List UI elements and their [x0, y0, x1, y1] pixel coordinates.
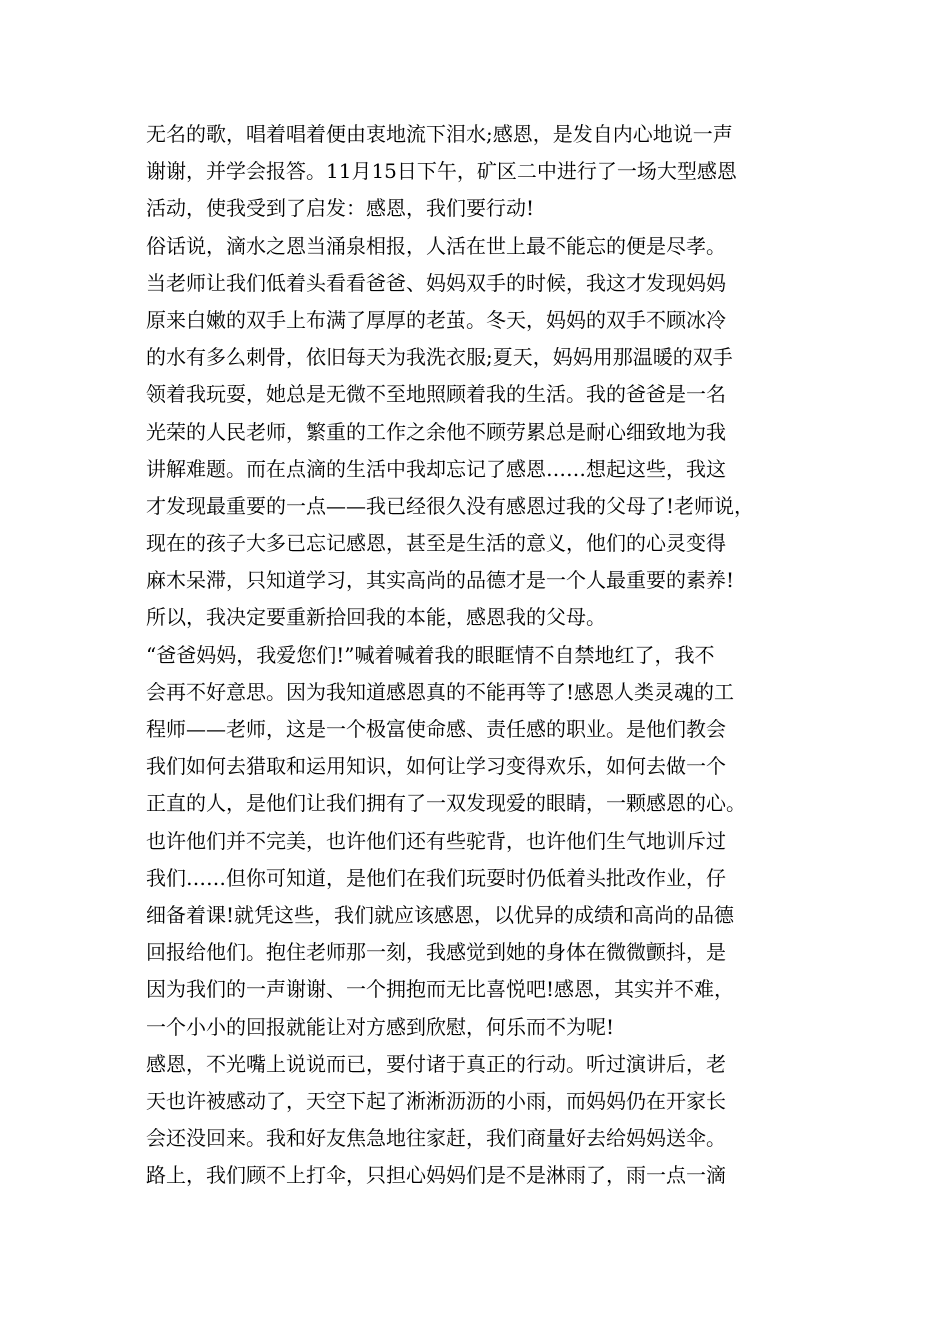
text-line: “爸爸妈妈，我爱您们!”喊着喊着我的眼眶情不自禁地红了，我不	[146, 642, 715, 667]
text-line: 感恩，不光嘴上说说而已，要付诸于真正的行动。听过演讲后，老	[146, 1051, 726, 1076]
text-line: 因为我们的一声谢谢、一个拥抱而无比喜悦吧!感恩，其实并不难，	[146, 977, 735, 1002]
text-line: 路上，我们顾不上打伞，只担心妈妈们是不是淋雨了，雨一点一滴	[146, 1163, 726, 1188]
text-line: 细备着课!就凭这些，我们就应该感恩，以优异的成绩和高尚的品德	[146, 902, 735, 927]
text-line: 无名的歌，唱着唱着便由衷地流下泪水;感恩，是发自内心地说一声	[146, 122, 733, 146]
document-page	[146, 116, 826, 1194]
text-line: 我们……但你可知道，是他们在我们玩耍时仍低着头批改作业，仔	[146, 865, 726, 890]
text-line: 回报给他们。抱住老师那一刻，我感觉到她的身体在微微颤抖，是	[146, 940, 726, 965]
text-line: 的水有多么刺骨，依旧每天为我洗衣服;夏天，妈妈用那温暖的双手	[146, 345, 733, 370]
text-line: 讲解难题。而在点滴的生活中我却忘记了感恩……想起这些，我这	[146, 456, 726, 481]
text-line: 正直的人，是他们让我们拥有了一双发现爱的眼睛，一颗感恩的心。	[146, 791, 746, 816]
text-line: 程师——老师，这是一个极富使命感、责任感的职业。是他们教会	[146, 717, 726, 741]
text-line: 会还没回来。我和好友焦急地往家赶，我们商量好去给妈妈送伞。	[146, 1126, 726, 1151]
text-line: 俗话说，滴水之恩当涌泉相报，人活在世上最不能忘的便是尽孝。	[146, 233, 726, 258]
text-line: 麻木呆滞，只知道学习，其实高尚的品德才是一个人最重要的素养!	[146, 568, 735, 593]
text-line: 也许他们并不完美，也许他们还有些驼背，也许他们生气地训斥过	[146, 828, 726, 853]
text-line: 光荣的人民老师，繁重的工作之余他不顾劳累总是耐心细致地为我	[146, 419, 726, 444]
text-line: 现在的孩子大多已忘记感恩，甚至是生活的意义，他们的心灵变得	[146, 531, 726, 556]
text-line: 领着我玩耍，她总是无微不至地照顾着我的生活。我的爸爸是一名	[146, 382, 726, 407]
text-line: 一个小小的回报就能让对方感到欣慰，何乐而不为呢!	[146, 1014, 615, 1039]
text-line: 活动，使我受到了启发：感恩，我们要行动!	[146, 196, 535, 221]
text-line: 才发现最重要的一点——我已经很久没有感恩过我的父母了!老师说，	[146, 493, 755, 518]
text-line: 所以，我决定要重新拾回我的本能，感恩我的父母。	[146, 605, 606, 630]
text-line: 原来白嫩的双手上布满了厚厚的老茧。冬天，妈妈的双手不顾冰冷	[146, 307, 726, 332]
text-line: 会再不好意思。因为我知道感恩真的不能再等了!感恩人类灵魂的工	[146, 679, 735, 704]
text-line: 当老师让我们低着头看看爸爸、妈妈双手的时候，我这才发现妈妈	[146, 270, 726, 295]
text-line: 天也许被感动了，天空下起了淅淅沥沥的小雨，而妈妈仍在开家长	[146, 1088, 726, 1113]
text-line: 谢谢，并学会报答。11月15日下午，矿区二中进行了一场大型感恩	[146, 159, 737, 184]
text-line: 我们如何去猎取和运用知识，如何让学习变得欢乐，如何去做一个	[146, 754, 726, 779]
